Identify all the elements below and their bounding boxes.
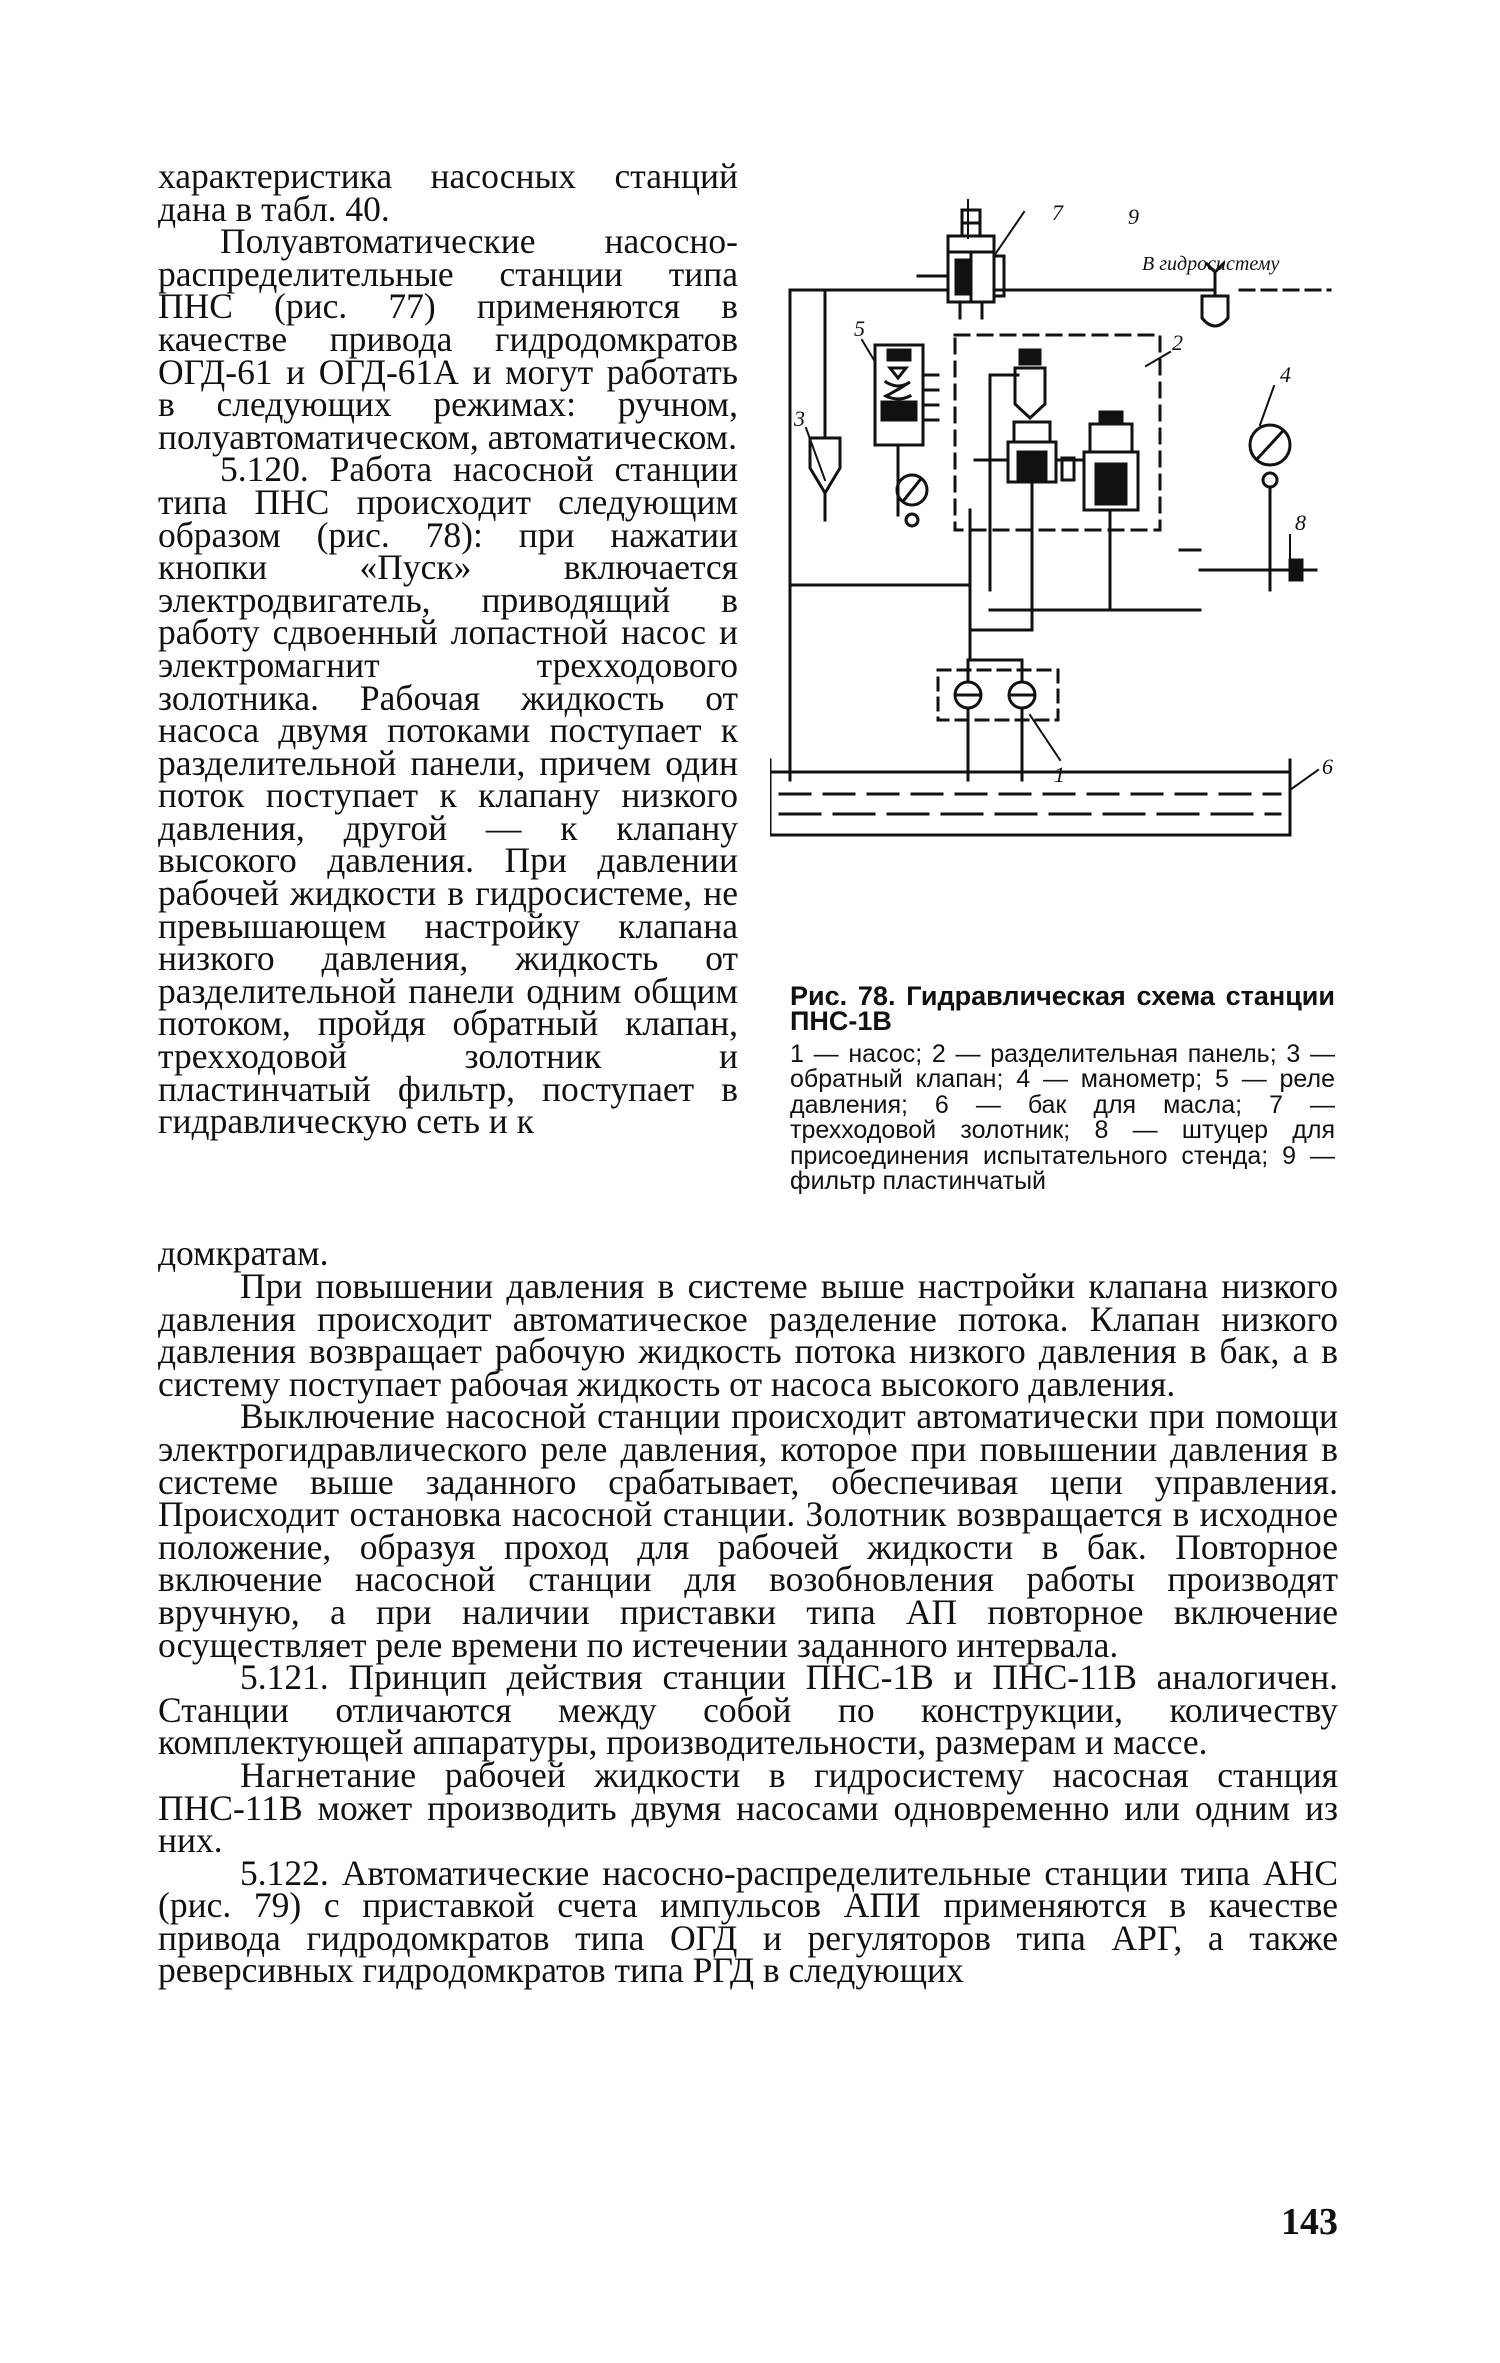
label-6: 6 xyxy=(1322,754,1333,779)
paragraph: Нагнетание рабочей жидкости в гидросистему насосная станция ПНС-11В может производить двумя насосами одновременно или одним из них. xyxy=(158,1754,1338,1861)
label-9: 9 xyxy=(1128,204,1139,229)
oil-tank-symbol xyxy=(770,760,1290,835)
paragraph: 5.121. Принцип действия станции ПНС-1В и ПНС-11В аналогичен. Станции отличаются между собой по конструкции, количеству комплектующей аппаратуры, производительности, размерам и массе. xyxy=(158,1657,1338,1763)
low-pressure-valve-symbol xyxy=(1008,350,1056,482)
separating-panel-outline xyxy=(955,335,1160,530)
hydraulic-schematic xyxy=(770,190,1350,970)
pump-symbol xyxy=(938,660,1058,780)
page-number: 143 xyxy=(1281,2201,1338,2243)
label-3: 3 xyxy=(794,406,805,431)
left-column-text xyxy=(158,156,738,1142)
manometer-symbol xyxy=(1250,425,1290,590)
label-4: 4 xyxy=(1280,362,1291,387)
paragraph: характеристика насосных станций дана в табл. 40. xyxy=(158,156,738,229)
hydraulic-schematic-figure xyxy=(770,190,1350,970)
three-way-valve-symbol xyxy=(918,210,1004,318)
label-7: 7 xyxy=(1052,200,1063,225)
paragraph: Полуавтоматические насосно-распределительные станции типа ПНС (рис. 77) применяются в качестве привода гидродомкратов ОГД-61 и ОГД-61А и могут работать в следующих режимах: ручном, полуавтоматическом, автоматическом. xyxy=(158,221,738,457)
full-width-text xyxy=(158,1233,1338,1991)
figure-caption-legend: 1 — насос; 2 — разделительная панель; 3 — обратный клапан; 4 — манометр; 5 — реле давления; 6 — бак для масла; 7 — трехходовой золотник; 8 — штуцер для присоединения испытательного стенда; 9 — фильтр пластинчатый xyxy=(790,1040,1335,1196)
label-5: 5 xyxy=(854,316,865,341)
paragraph-tail: домкратам. xyxy=(158,1233,329,1274)
label-to-system: В гидросистему xyxy=(1142,253,1280,275)
plate-filter-symbol xyxy=(1202,290,1228,326)
paragraph: Выключение насосной станции происходит автоматически при помощи электрогидравлического реле давления, которое при повышении давления в системе выше заданного срабатывает, обеспечивая цепи управления. Происходит остановка насосной станции. Золотник возвращается в исходное положение, образуя проход для рабочей жидкости в бак. Повторное включение насосной станции для возобновления работы производят вручную, а при наличии приставки типа АП повторное включение осуществляет реле времени по истечении заданного интервала. xyxy=(158,1396,1338,1665)
label-2: 2 xyxy=(1172,330,1183,355)
figure-caption xyxy=(790,981,1335,1196)
test-fitting-symbol xyxy=(1290,560,1316,580)
pressure-relay-symbol xyxy=(875,345,938,445)
label-1: 1 xyxy=(1054,762,1065,787)
paragraph: 5.122. Автоматические насосно-распределительные станции типа АНС (рис. 79) с приставкой счета импульсов АПИ применяются в качестве привода гидродомкратов типа ОГД и регуляторов типа АРГ, а также реверсивных гидродомкратов типа РГД в следующих xyxy=(158,1852,1338,1991)
paragraph: 5.120. Работа насосной станции типа ПНС происходит следующим образом (рис. 78): при нажатии кнопки «Пуск» включается электродвигатель, приводящий в работу сдвоенный лопастной насос и электромагнит трехходового золотника. Рабочая жидкость от насоса двумя потоками поступает к разделительной панели, причем один поток поступает к клапану низкого давления, другой — к клапану высокого давления. При давлении рабочей жидкости в гидросистеме, не превышающем настройку клапана низкого давления, жидкость от разделительной панели одним общим потоком, пройдя обратный клапан, трехходовой золотник и пластинчатый фильтр, поступает в гидравлическую сеть и к xyxy=(158,449,738,1142)
paragraph: При повышении давления в системе выше настройки клапана низкого давления происходит автоматическое разделение потока. Клапан низкого давления возвращает рабочую жидкость потока низкого давления в бак, а в систему поступает рабочая жидкость от насоса высокого давления. xyxy=(158,1266,1338,1404)
figure-caption-title: Рис. 78. Гидравлическая схема станции ПНС-1В xyxy=(790,981,1335,1036)
label-8: 8 xyxy=(1295,510,1306,535)
